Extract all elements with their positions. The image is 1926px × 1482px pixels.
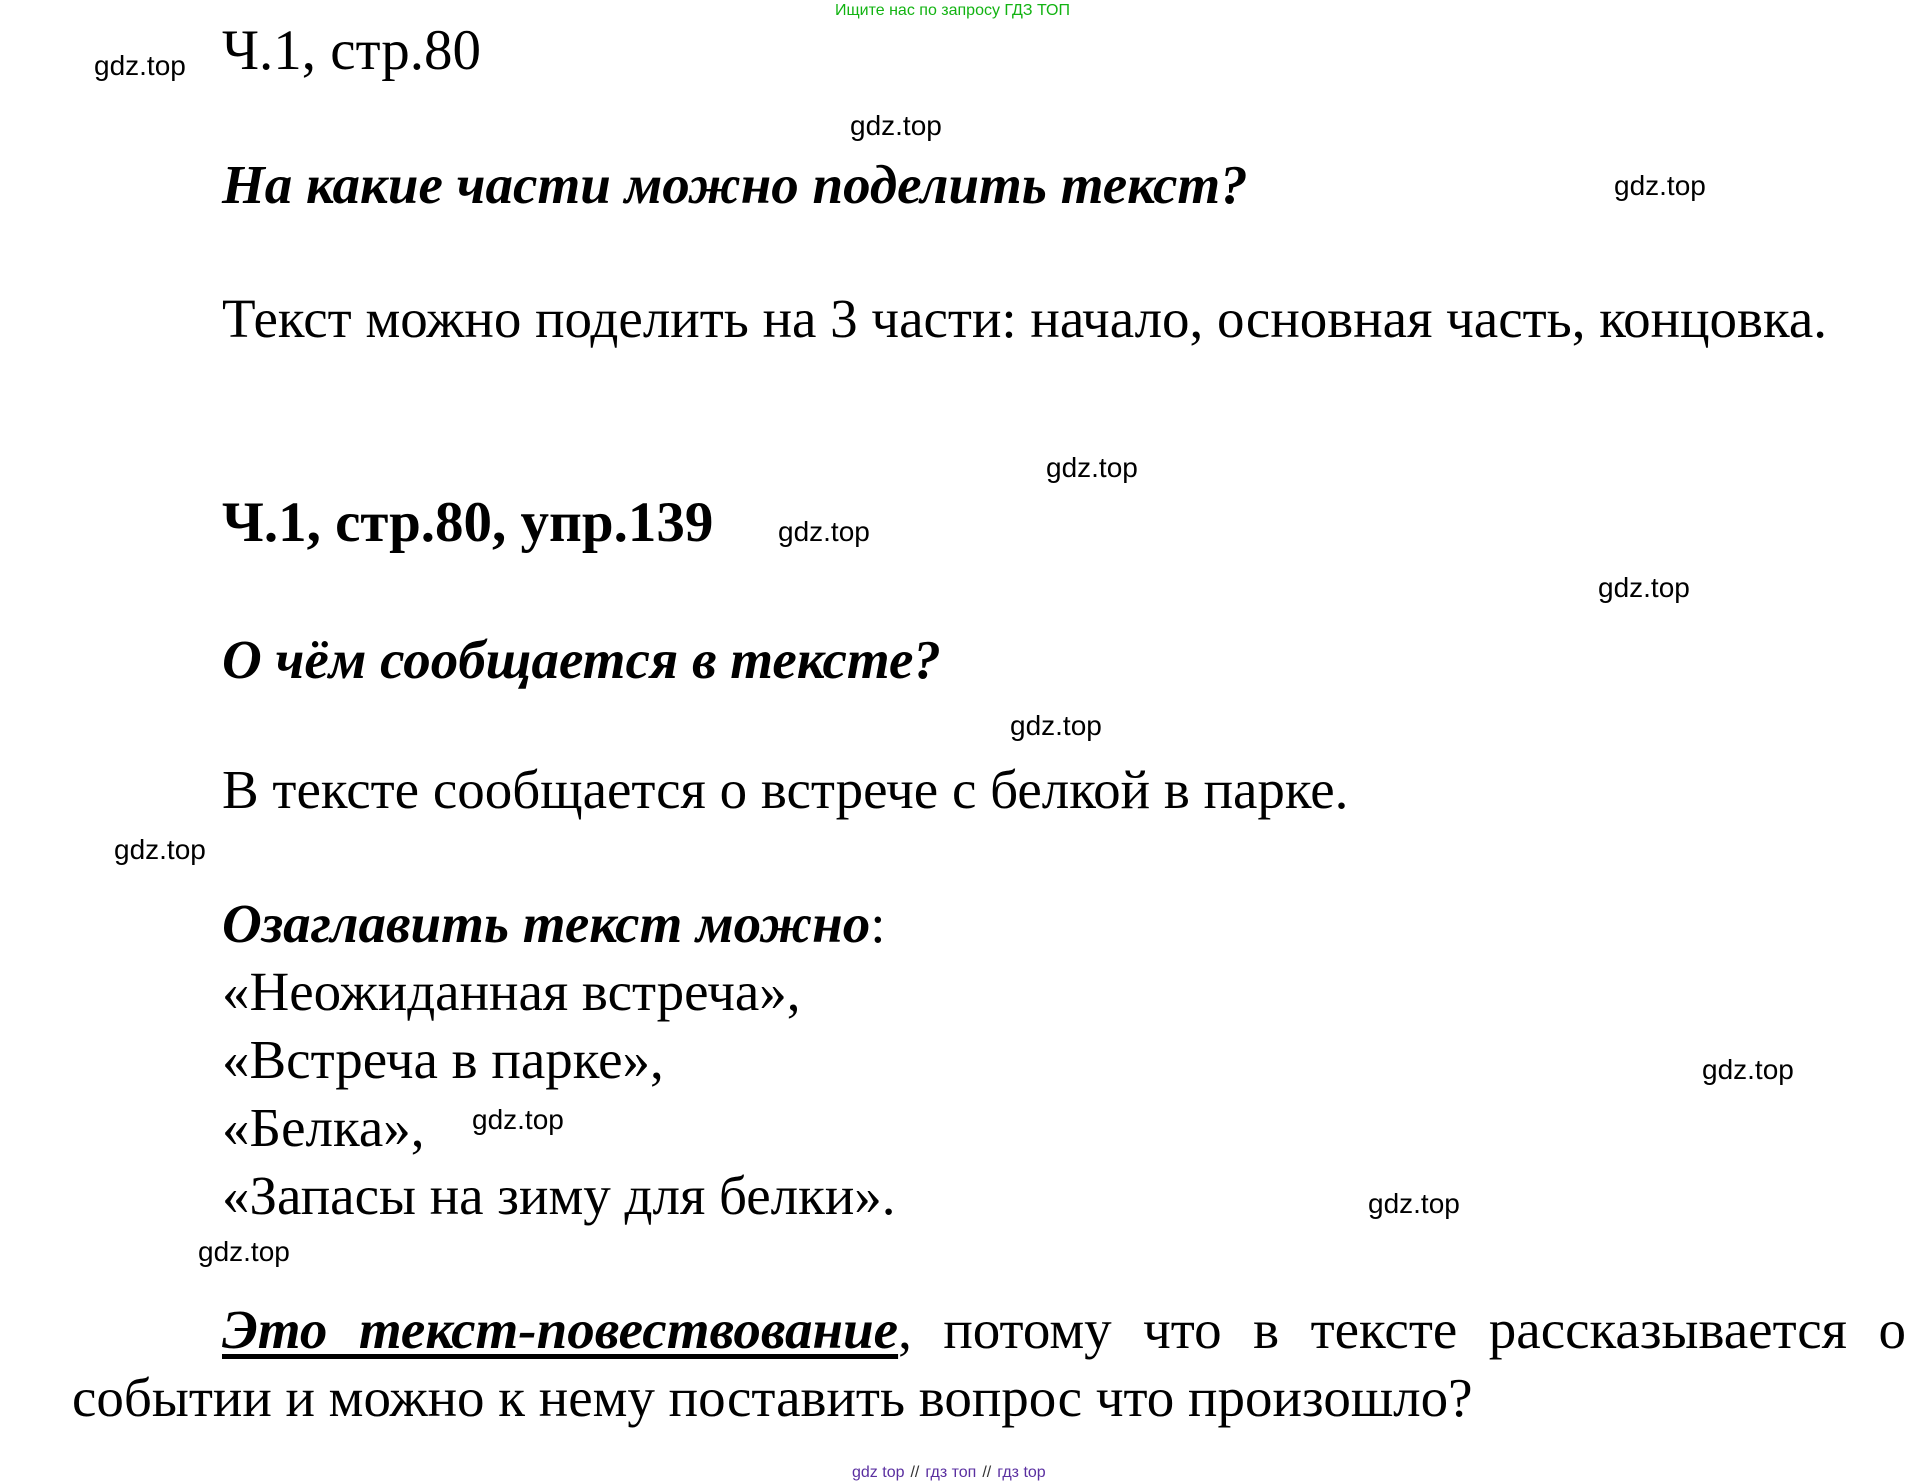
title-option-1: «Неожиданная встреча», — [222, 961, 801, 1022]
watermark: gdz.top — [472, 1104, 564, 1135]
watermark: gdz.top — [94, 50, 186, 81]
watermark: gdz.top — [114, 834, 206, 865]
footer-separator: // — [910, 1464, 920, 1481]
conclusion-rest: , потому что в тексте рассказывается о событии и можно к нему поставить вопрос что произошло? — [72, 1299, 1906, 1428]
watermark: gdz.top — [1702, 1054, 1794, 1085]
section2-heading: Ч.1, стр.80, упр.139 — [222, 491, 714, 554]
conclusion-emphasis: Это текст-повествование — [222, 1299, 899, 1360]
section1-answer: Текст можно поделить на 3 части: начало, основная часть, концовка. — [222, 288, 1828, 349]
title-option-3: «Белка», — [222, 1097, 425, 1158]
footer-link[interactable]: gdz top — [852, 1464, 905, 1481]
footer-link[interactable]: гдз топ — [925, 1464, 977, 1481]
section2-answer: В тексте сообщается о встрече с белкой в парке. — [222, 759, 1349, 820]
watermark: gdz.top — [1046, 452, 1138, 483]
top-banner: Ищите нас по запросу ГДЗ ТОП — [835, 2, 1070, 19]
watermark: gdz.top — [850, 110, 942, 141]
watermark: gdz.top — [1614, 170, 1706, 201]
footer-links — [852, 1464, 1046, 1482]
watermark: gdz.top — [198, 1236, 290, 1267]
section1-question: На какие части можно поделить текст? — [222, 154, 1248, 215]
titles-label-colon: : — [870, 893, 886, 954]
titles-label — [222, 890, 886, 958]
titles-label-bold: Озаглавить текст можно — [222, 893, 871, 954]
conclusion — [72, 1296, 1906, 1432]
footer-separator: // — [982, 1464, 992, 1481]
section2-question: О чём сообщается в тексте? — [222, 629, 941, 690]
watermark: gdz.top — [1368, 1188, 1460, 1219]
watermark: gdz.top — [1598, 572, 1690, 603]
footer-link[interactable]: гдз top — [997, 1464, 1046, 1481]
title-option-2: «Встреча в парке», — [222, 1029, 664, 1090]
watermark: gdz.top — [1010, 710, 1102, 741]
section1-heading: Ч.1, стр.80 — [222, 19, 481, 82]
title-option-4: «Запасы на зиму для белки». — [222, 1165, 896, 1226]
watermark: gdz.top — [778, 516, 870, 547]
